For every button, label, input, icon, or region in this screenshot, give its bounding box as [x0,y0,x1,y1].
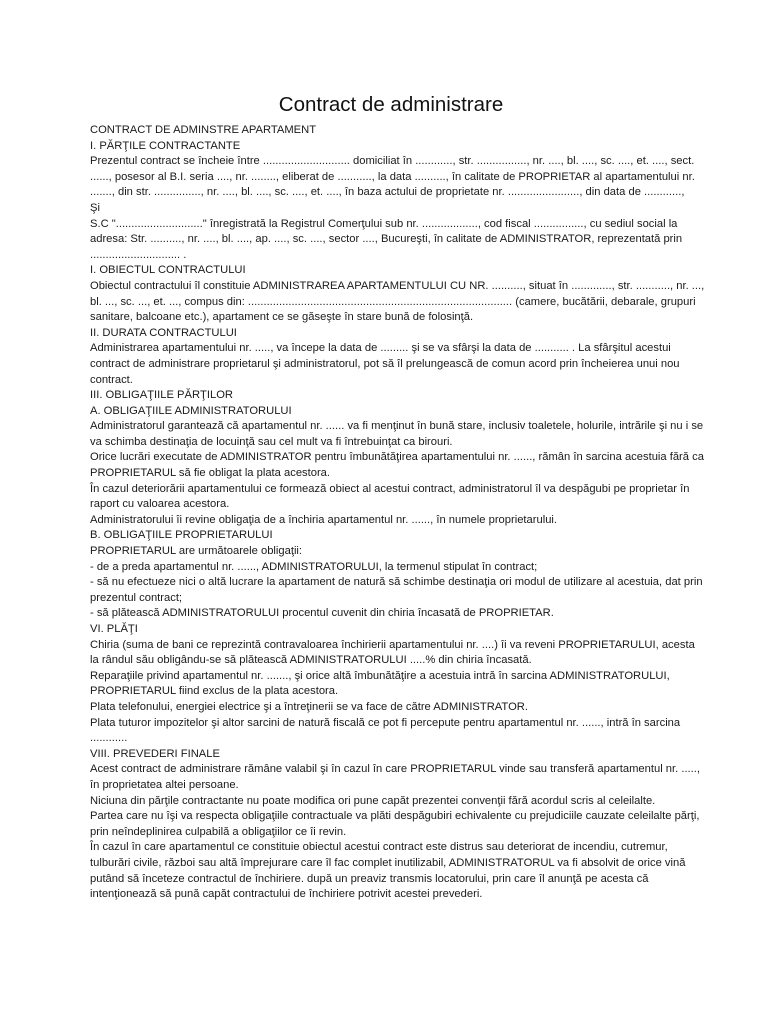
paragraph-payment-rent: Chiria (suma de bani ce reprezintă contravaloarea închirierii apartamentului nr. ....) îi va reveni PROPRIETARULUI, acesta la rândul său obligându-se să plătească ADMINISTRATORULUI .....% din chiria încasată. [90,638,695,667]
section-heading-duration: II. DURATA CONTRACTULUI [90,326,237,339]
paragraph-payment-utilities: Plata telefonului, energiei electrice şi a întreţinerii se va face de către ADMINISTRATOR. [90,700,528,713]
paragraph-payment-repairs: Reparaţiile privind apartamentul nr. ......., şi orice altă îmbunătăţire a acestuia intră în sarcina ADMINISTRATORULUI, PROPRIETARUL fiind exclus de la plata acestora. [90,669,670,698]
paragraph-admin-damage: În cazul deteriorării apartamentului ce formează obiect al acestui contract, administratorul îl va despăgubi pe proprietar în raport cu valoarea acestora. [90,482,690,511]
paragraph-admin-guarantee: Administratorul garantează că apartamentul nr. ...... va fi menţinut în bună stare, inclusiv toaletele, holurile, intrările şi nu i se va schimba destinaţia de locuinţă sau cel mult va fi întrebuinţat ca birouri. [90,420,704,448]
paragraph-owner-details: Prezentul contract se încheie între ............................ domiciliat în ............, str. ................, nr. ...., bl. ...., sc. ...., et. ...., sect. ......, posesor al B.I. seria ...., nr. ........, eliberat de ..........., la data .........., în calitate de PROPRIETAR al apartamentului nr. ......., din str. ..............., nr. ...., bl. ...., sc. ...., et. ...., în baza actului de proprietate nr. ......................., din data de ............, [90,155,695,199]
document-title: Contract de administrare [278,93,504,116]
paragraph-owner-intro: PROPRIETARUL are următoarele obligaţii: [90,545,303,558]
document-body [90,123,706,903]
list-item-owner-pay-percent: - să plătească ADMINISTRATORULUI procentul cuvenit din chiria încasată de PROPRIETAR. [90,607,554,620]
paragraph-object: Obiectul contractului îl constituie ADMINISTRAREA APARTAMENTULUI CU NR. .........., situat în ............., str. ..........., nr. ..., bl. ..., sc. ..., et. ..., compus din: ..................................................................................... (camere, bucătării, debarale, grupuri sanitare, balcoane etc.), apartament ce se găseşte în stare bună de folosinţă. [90,279,705,324]
section-heading-payments: VI. PLĂŢI [90,623,138,635]
paragraph-final-force-majeure: În cazul în care apartamentul ce constituie obiectul acestui contract este distrus sau deteriorat de incendiu, cutremur, tulburări civile, război sau altă împrejurare care îl fac complet inutilizabil, ADMINISTRATORUL va fi absolvit de orice vină putând să înceteze contractul de închiriere. după un preaviz transmis locatorului, prin care îl anunţă pe acesta că intenţionează să pună capăt contractului de închiriere potrivit acestei prevederi. [90,841,686,901]
section-heading-parties: I. PĂRŢILE CONTRACTANTE [90,139,241,152]
paragraph-admin-rent: Administratorului îi revine obligaţia de a închiria apartamentul nr. ......, în numele proprietarului. [90,513,558,526]
paragraph-payment-taxes: Plata tuturor impozitelor şi altor sarcini de natură fiscală ce pot fi percepute pentru apartamentul nr. ......, intră în sarcina ............ [90,716,681,745]
paragraph-final-breach: Partea care nu îşi va respecta obligaţiile contractuale va plăti despăgubiri echivalente cu prejudiciile cauzate celeilalte părţi, prin neîndeplinirea culpabilă a obligaţiilor ce îi revin. [90,810,700,838]
paragraph-final-modification: Niciuna din părţile contractante nu poate modifica ori pune capăt prezentei convenţii fără acordul scris al celeilalte. [90,794,656,807]
section-heading-final-provisions: VIII. PREVEDERI FINALE [90,747,220,760]
subsection-heading-administrator-obligations: A. OBLIGAŢIILE ADMINISTRATORULUI [90,404,292,417]
contract-heading: CONTRACT DE ADMINSTRE APARTAMENT [90,124,317,136]
paragraph-duration: Administrarea apartamentului nr. ....., va începe la data de ......... şi se va sfârşi la data de ........... . La sfârşitul acestui contract de administrare proprietarul şi administratorul, pot să îl prelungească de comun acord prin încheierea unui nou contract. [90,342,680,386]
section-heading-object: I. OBIECTUL CONTRACTULUI [90,264,246,277]
section-heading-obligations: III. OBLIGAŢIILE PĂRŢILOR [90,389,233,402]
conjunction-and: Şi [90,201,100,214]
paragraph-final-sale: Acest contract de administrare rămâne valabil şi în cazul în care PROPRIETARUL vinde sau transferă apartamentul nr. ....., în proprietatea altei persoane. [90,763,700,791]
subsection-heading-owner-obligations: B. OBLIGAŢIILE PROPRIETARULUI [90,529,273,542]
list-item-owner-no-works: - să nu efectueze nici o altă lucrare la apartament de natură să schimbe destinaţia ori modul de utilizare al acestuia, dat prin prezentul contract; [90,576,703,604]
list-item-owner-handover: - de a preda apartamentul nr. ......, ADMINISTRATORULUI, la termenul stipulat în contract; [90,560,538,573]
paragraph-administrator-details: S.C "............................" înregistrată la Registrul Comerţului sub nr. .................., cod fiscal ................, cu sediul social la adresa: Str. .........., nr. ...., bl. ...., ap. ...., sc. ...., sector ...., Bucureşti, în calitate de ADMINISTRATOR, reprezentată prin ............................. . [90,217,683,261]
paragraph-admin-works: Orice lucrări executate de ADMINISTRATOR pentru îmbunătăţirea apartamentului nr. ......, rămân în sarcina acestuia fără ca PROPRIETARUL să fie obligat la plata acestora. [90,451,704,480]
